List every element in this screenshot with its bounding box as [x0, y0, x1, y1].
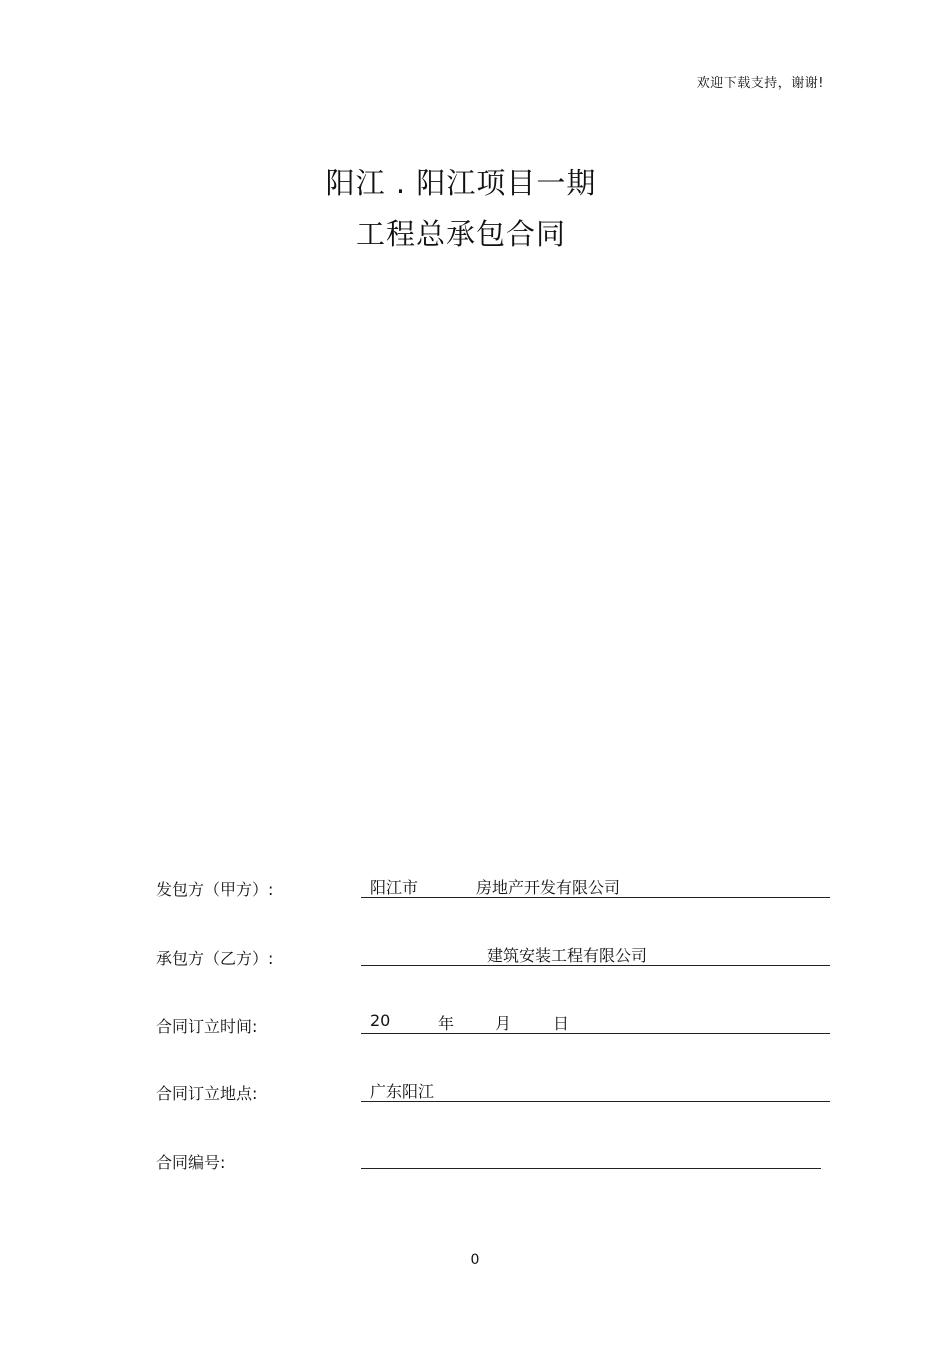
- contractor-field: [361, 943, 830, 966]
- document-title-line-2: 工程总承包合同: [355, 217, 566, 251]
- document-title-line-1: 阳江 . 阳江项目一期: [325, 166, 597, 200]
- employer-field: [361, 875, 830, 898]
- contract-number-field: [361, 1146, 821, 1169]
- sign-place-label: 合同订立地点:: [156, 1084, 258, 1103]
- page-number: 0: [470, 1252, 480, 1268]
- sign-place-field: [361, 1079, 830, 1102]
- sign-date-year-unit: 年: [438, 1014, 455, 1033]
- header-note: 欢迎下载支持，谢谢!: [696, 76, 824, 91]
- contractor-label: 承包方（乙方）:: [156, 949, 274, 968]
- sign-date-year-prefix: 20: [370, 1011, 391, 1030]
- employer-value-company: 房地产开发有限公司: [476, 878, 621, 897]
- sign-date-month-unit: 月: [495, 1014, 512, 1033]
- sign-date-day-unit: 日: [553, 1014, 570, 1033]
- sign-date-field: [361, 1011, 830, 1034]
- employer-label: 发包方（甲方）:: [156, 880, 274, 899]
- employer-value-city: 阳江市: [370, 878, 419, 897]
- sign-place-value: 广东阳江: [370, 1082, 435, 1101]
- contractor-value: 建筑安装工程有限公司: [487, 946, 648, 965]
- sign-date-label: 合同订立时间:: [156, 1017, 258, 1036]
- contract-number-label: 合同编号:: [156, 1153, 226, 1172]
